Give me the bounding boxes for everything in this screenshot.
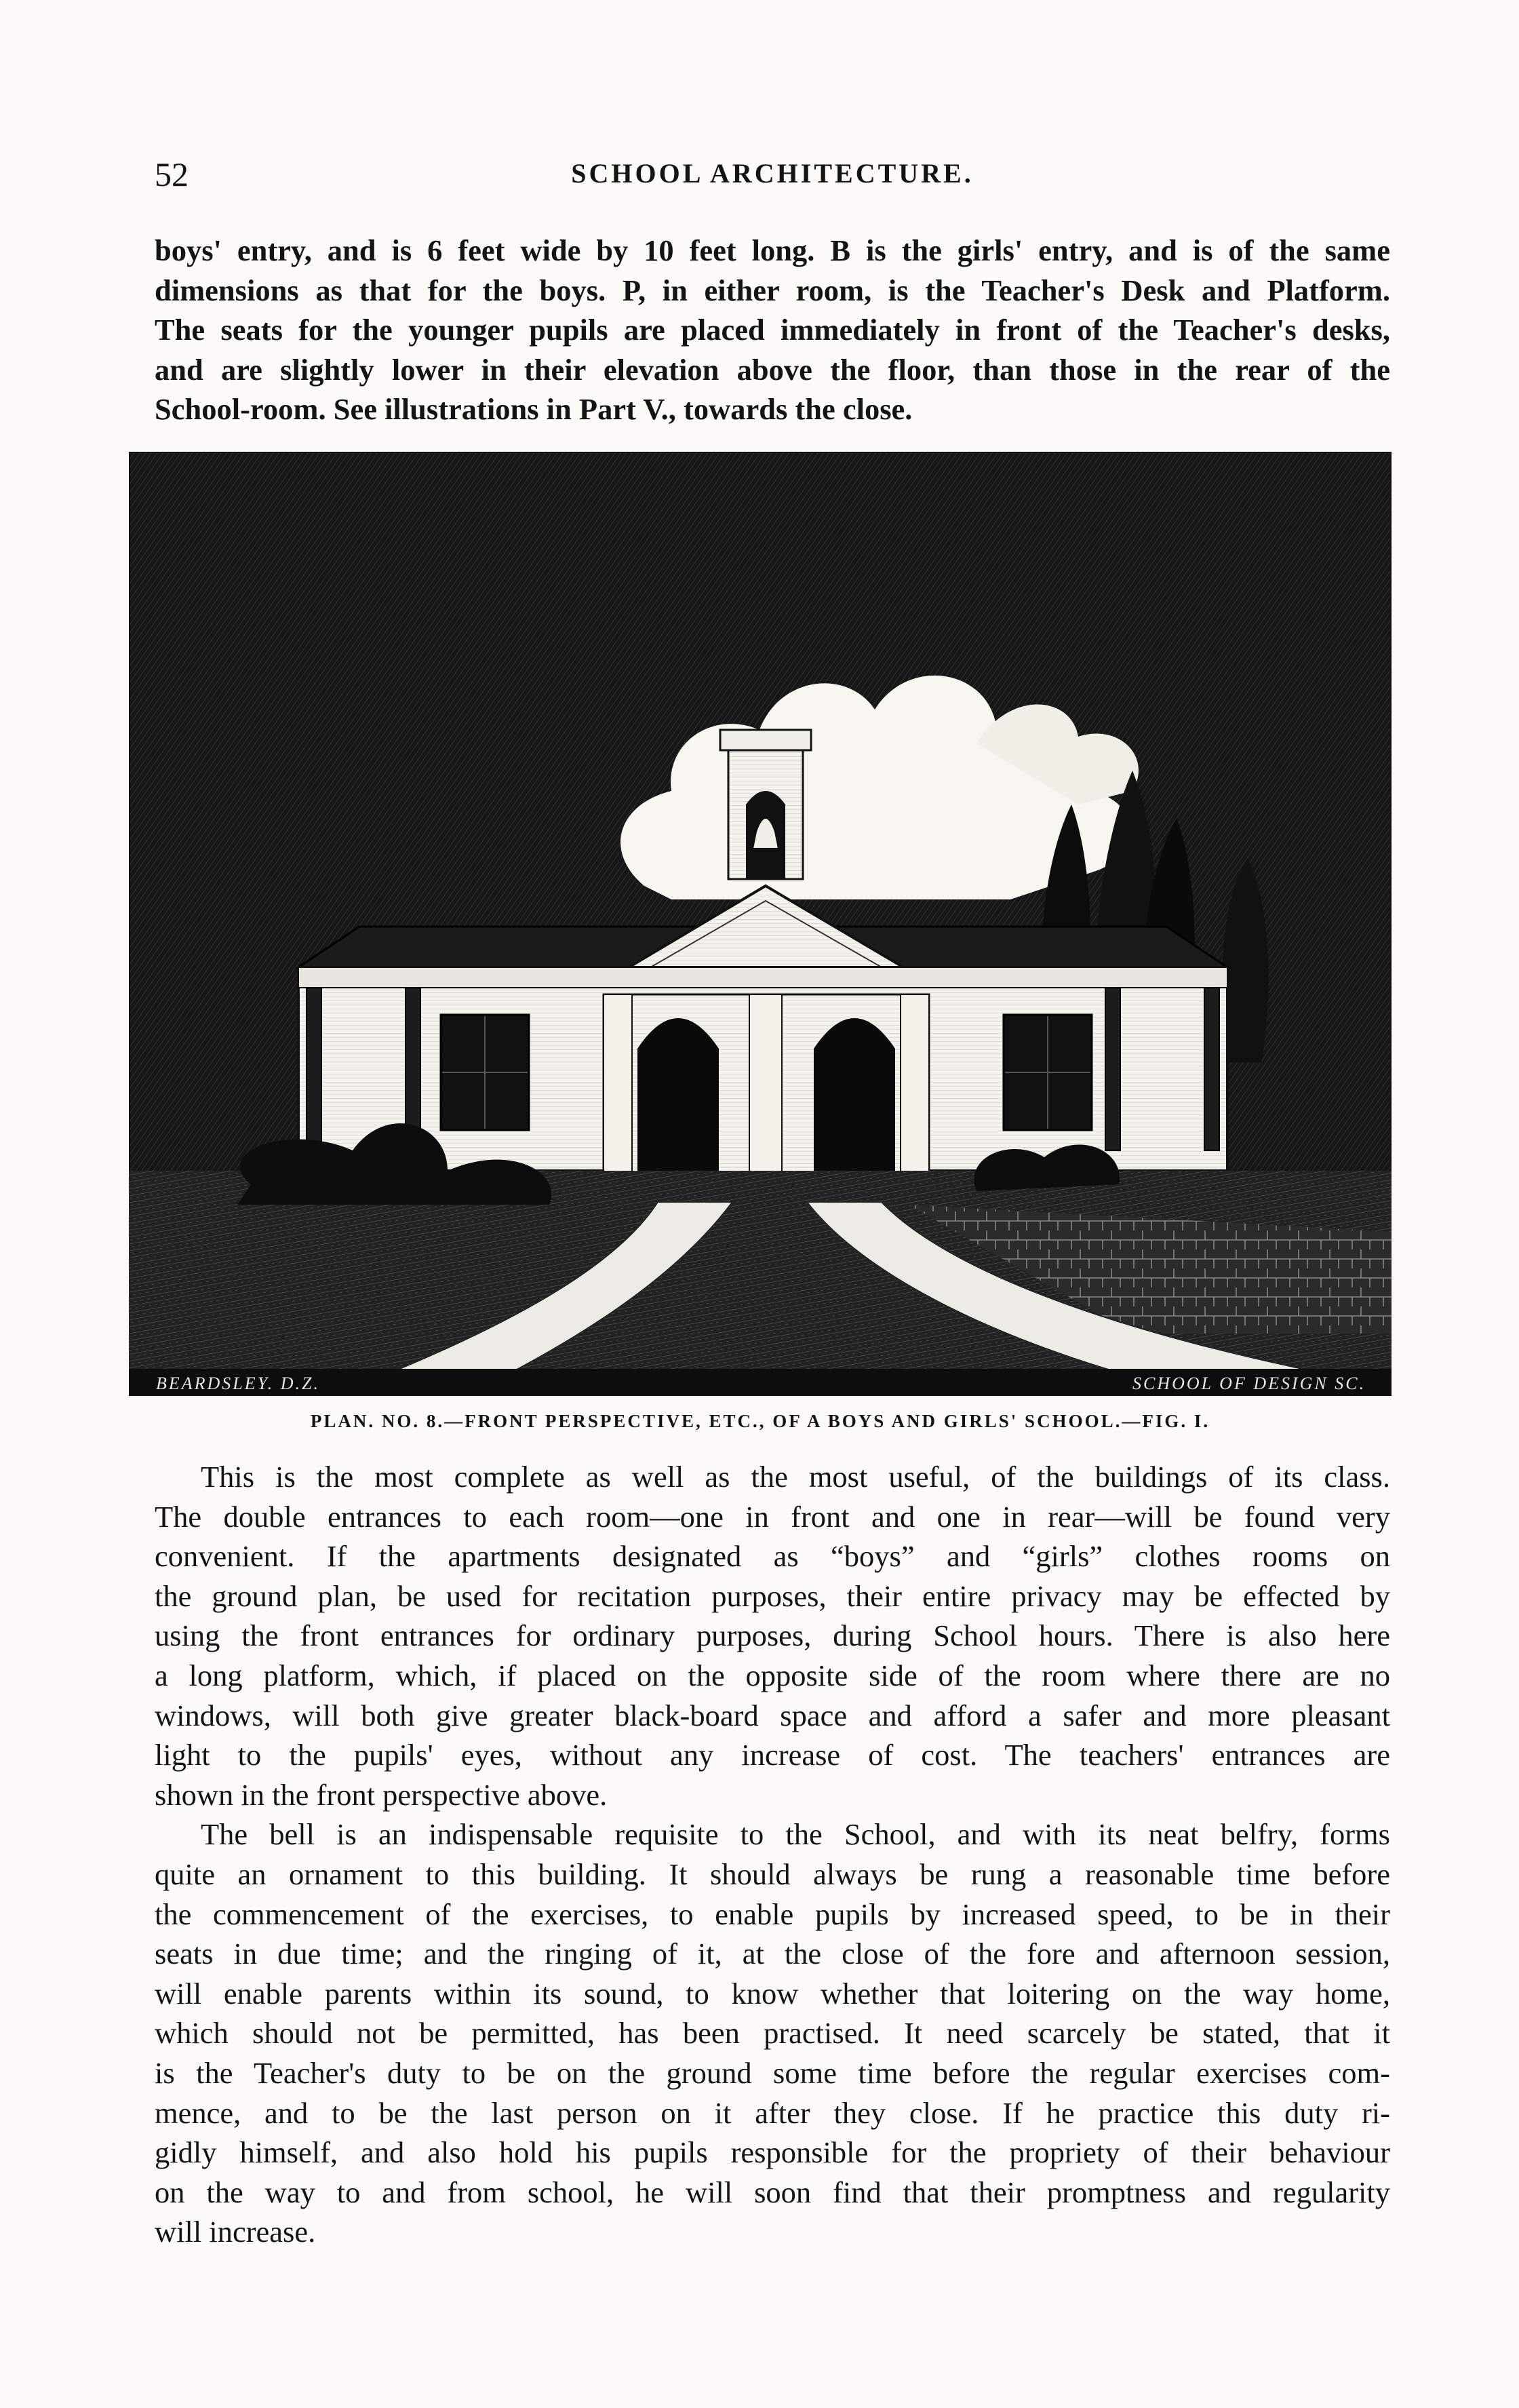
body-line: using the front entrances for ordinary purposes, during School hours. There is also here bbox=[155, 1618, 1390, 1653]
running-head bbox=[155, 155, 1390, 195]
body-line: mence, and to be the last person on it after they close. If he practice this duty ri- bbox=[155, 2095, 1390, 2130]
intro-line: boys' entry, and is 6 feet wide by 10 feet long. B is the girls' entry, and is of the same bbox=[155, 233, 1390, 267]
left-window bbox=[441, 1015, 529, 1130]
body-line: will increase. bbox=[155, 2215, 316, 2249]
running-title: SCHOOL ARCHITECTURE. bbox=[571, 158, 974, 189]
schoolhouse-engraving bbox=[129, 452, 1392, 1396]
paragraph-2 bbox=[155, 1814, 1390, 2252]
body-line: shown in the front perspective above. bbox=[155, 1777, 608, 1812]
body-line: a long platform, which, if placed on the opposite side of the room where there are no bbox=[155, 1658, 1390, 1692]
body-line: the commencement of the exercises, to enable pupils by increased speed, to be in their bbox=[155, 1897, 1390, 1931]
page-number: 52 bbox=[155, 155, 189, 193]
body-line: which should not be permitted, has been practised. It need scarcely be stated, that it bbox=[155, 2016, 1390, 2051]
body-line: the ground plan, be used for recitation purposes, their entire privacy may be effected by bbox=[155, 1578, 1390, 1613]
body-line: is the Teacher's duty to be on the ground some time before the regular exercises com- bbox=[155, 2055, 1390, 2090]
right-window bbox=[1004, 1015, 1092, 1130]
body-line: This is the most complete as well as the most useful, of the buildings of its class. bbox=[201, 1460, 1390, 1494]
paragraph-1 bbox=[155, 1457, 1390, 1814]
body-line: on the way to and from school, he will soon find that their promptness and regularity bbox=[155, 2175, 1390, 2209]
engraver-signature: BEARDSLEY. D.Z. bbox=[156, 1374, 320, 1393]
body-line: gidly himself, and also hold his pupils responsible for the propriety of their behaviour bbox=[155, 2135, 1390, 2170]
body-line: The double entrances to each room—one in front and one in rear—will be found very bbox=[155, 1499, 1390, 1534]
intro-paragraph bbox=[155, 231, 1390, 429]
intro-line: and are slightly lower in their elevation above the floor, than those in the rear of the bbox=[155, 352, 1390, 387]
engraving-illustration bbox=[129, 452, 1392, 1396]
intro-line: School-room. See illustrations in Part V., towards the close. bbox=[155, 392, 913, 427]
body-line: windows, will both give greater black-board space and afford a safer and more pleasant bbox=[155, 1698, 1390, 1732]
portico-arches bbox=[604, 994, 929, 1178]
body-line: light to the pupils' eyes, without any increase of cost. The teachers' entrances are bbox=[155, 1738, 1390, 1772]
body-text bbox=[155, 1457, 1390, 2252]
body-line: The bell is an indispensable requisite to the School, and with its neat belfry, forms bbox=[201, 1817, 1390, 1852]
studio-signature: SCHOOL OF DESIGN SC. bbox=[1132, 1374, 1366, 1393]
body-line: seats in due time; and the ringing of it, at the close of the fore and afternoon session, bbox=[155, 1937, 1390, 1971]
figure-caption: PLAN. NO. 8.—FRONT PERSPECTIVE, ETC., OF A BOYS AND GIRLS' SCHOOL.—FIG. I. bbox=[310, 1411, 1210, 1431]
body-line: will enable parents within its sound, to know whether that loitering on the way home, bbox=[155, 1976, 1390, 2011]
intro-line: dimensions as that for the boys. P, in either room, is the Teacher's Desk and Platform. bbox=[155, 273, 1390, 307]
body-line: convenient. If the apartments designated as “boys” and “girls” clothes rooms on bbox=[155, 1539, 1390, 1574]
intro-line: The seats for the younger pupils are placed immediately in front of the Teacher's desks, bbox=[155, 313, 1390, 347]
body-line: quite an ornament to this building. It should always be rung a reasonable time before bbox=[155, 1857, 1390, 1891]
belfry bbox=[720, 730, 811, 879]
